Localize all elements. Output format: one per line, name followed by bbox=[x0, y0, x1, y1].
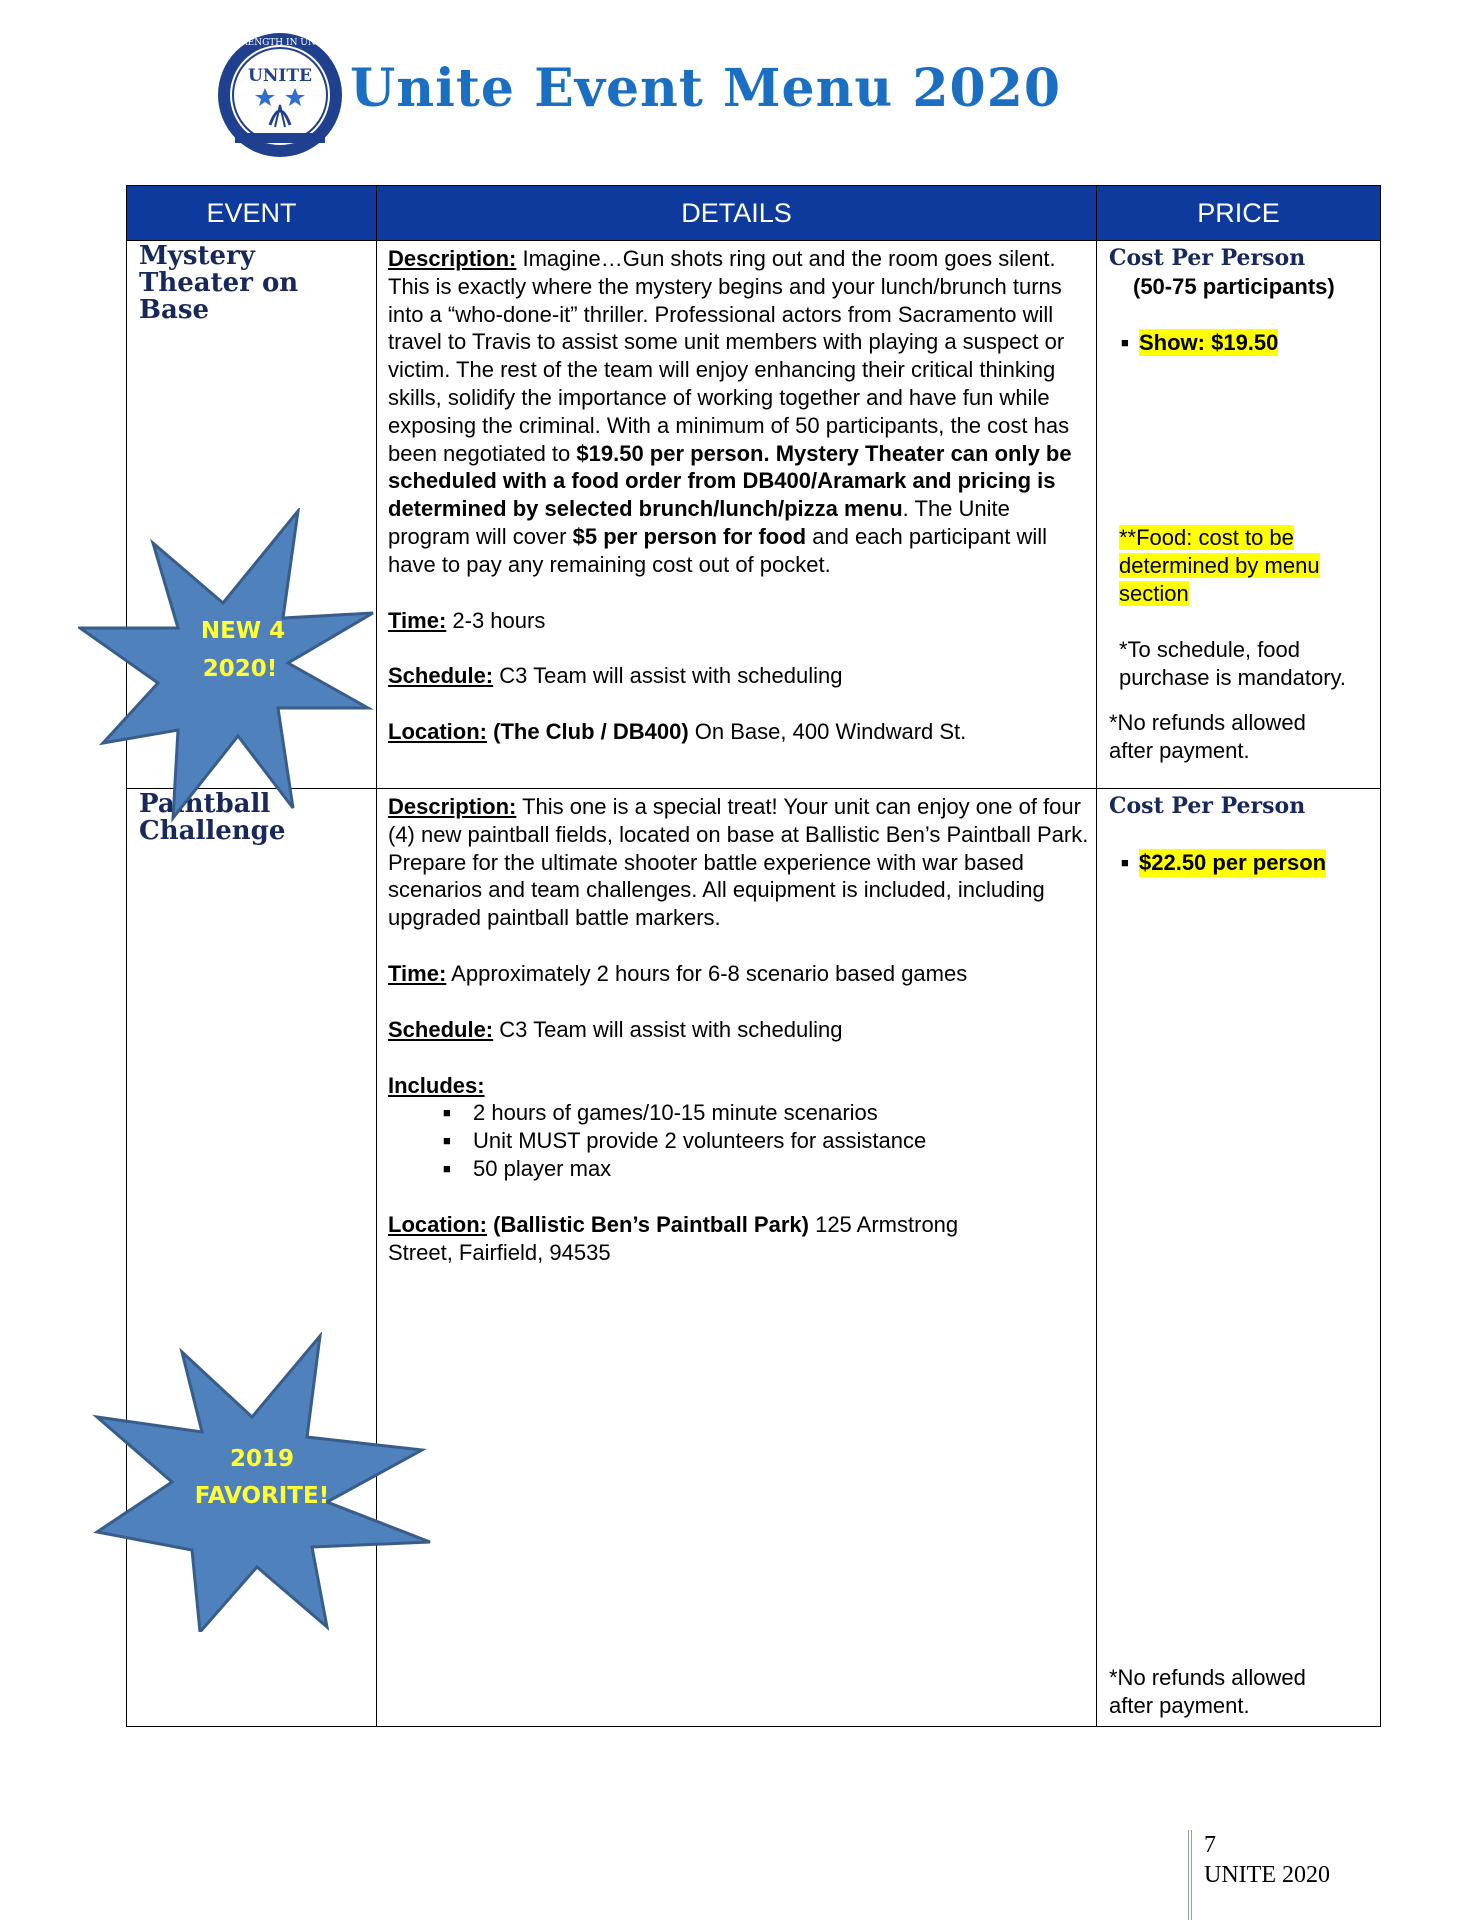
list-item: ■ 50 player max bbox=[443, 1155, 612, 1181]
refund-note: *No refunds allowed after payment. bbox=[1109, 710, 1306, 764]
footer-label: UNITE 2020 bbox=[1204, 1862, 1330, 1888]
list-item: ■ Unit MUST provide 2 volunteers for assistance bbox=[443, 1128, 927, 1154]
favorite-badge-star bbox=[92, 1332, 432, 1632]
price-item: ■ Show: $19.50 bbox=[1121, 329, 1279, 355]
page-title: Unite Event Menu 2020 bbox=[350, 58, 1062, 119]
time-info: Time: 2-3 hours bbox=[388, 607, 546, 633]
description: Description: Imagine…Gun shots ring out and the room goes silent. This is exactly where the mystery begins and your lunch/brunch turns into a “who-done-it” thriller. Professional actors from Sacramento will travel to Travis to assist some unit members with playing a suspect or victim. The rest of the team will enjoy enhancing their critical thinking skills, solidify the importance of working together and have fun while exposing the criminal. With a minimum of 50 participants, the cost has been negotiated to $19.50 per person. Mystery Theater can only be scheduled with a food order from DB400/Aramark and pricing is determined by selected brunch/lunch/pizza menu. The Unite program will cover $5 per person for food and each participant will have to pay any remaining cost out of pocket. bbox=[388, 246, 1072, 577]
location-info: Location: (Ballistic Ben’s Paintball Park) 125 Armstrong Street, Fairfield, 94535 bbox=[388, 1211, 959, 1265]
favorite-badge-line1: 2019 bbox=[229, 1446, 295, 1472]
event-name: Paintball Challenge bbox=[139, 789, 286, 846]
svg-text:UNITE: UNITE bbox=[248, 66, 312, 86]
column-header-details: DETAILS bbox=[377, 186, 1097, 241]
new-badge-star bbox=[78, 508, 378, 828]
page-number: 7 bbox=[1204, 1832, 1216, 1858]
column-header-event: EVENT bbox=[127, 186, 377, 241]
refund-note: *No refunds allowed after payment. bbox=[1109, 1665, 1306, 1719]
time-info: Time: Approximately 2 hours for 6-8 scenario based games bbox=[388, 960, 968, 986]
price-participants: (50-75 participants) bbox=[1133, 273, 1335, 299]
food-note: **Food: cost to be determined by menu section bbox=[1119, 525, 1320, 606]
schedule-info: Schedule: C3 Team will assist with scheduling bbox=[388, 663, 843, 689]
price-cell bbox=[1097, 789, 1381, 1727]
new-badge-line2: 2020! bbox=[202, 656, 278, 682]
price-title: Cost Per Person bbox=[1109, 245, 1306, 271]
price-item: ■ $22.50 per person bbox=[1121, 849, 1327, 875]
price-title: Cost Per Person bbox=[1109, 793, 1306, 819]
list-item: ■ 2 hours of games/10-15 minute scenarios bbox=[443, 1100, 878, 1126]
svg-text:STRENGTH IN UNITY: STRENGTH IN UNITY bbox=[228, 38, 332, 48]
unite-logo bbox=[215, 25, 345, 165]
details-cell bbox=[377, 241, 1097, 789]
description-label: Description: bbox=[388, 794, 517, 819]
schedule-note: *To schedule, food purchase is mandatory. bbox=[1119, 636, 1347, 690]
description: Description: This one is a special treat! Your unit can enjoy one of four (4) new paintball fields, located on base at Ballistic Ben’s Paintball Park. Prepare for the ultimate shooter battle experience with war based scenarios and team challenges. All equipment is included, including upgraded paintball battle markers. bbox=[388, 794, 1089, 931]
location-info: Location: (The Club / DB400) On Base, 400 Windward St. bbox=[388, 719, 967, 745]
event-name: Mystery Theater on Base bbox=[139, 241, 299, 325]
details-cell bbox=[377, 789, 1097, 1727]
column-header-price: PRICE bbox=[1097, 186, 1381, 241]
includes-label: Includes: bbox=[388, 1072, 485, 1098]
description-label: Description: bbox=[388, 246, 517, 271]
page-header bbox=[0, 0, 1484, 180]
new-badge-line1: NEW 4 bbox=[200, 618, 286, 644]
page-footer bbox=[1188, 1830, 1330, 1920]
includes-list bbox=[388, 1099, 1094, 1182]
schedule-info: Schedule: C3 Team will assist with scheduling bbox=[388, 1016, 843, 1042]
favorite-badge-line2: FAVORITE! bbox=[194, 1483, 330, 1509]
table-header-row bbox=[127, 186, 1381, 241]
price-cell bbox=[1097, 241, 1381, 789]
